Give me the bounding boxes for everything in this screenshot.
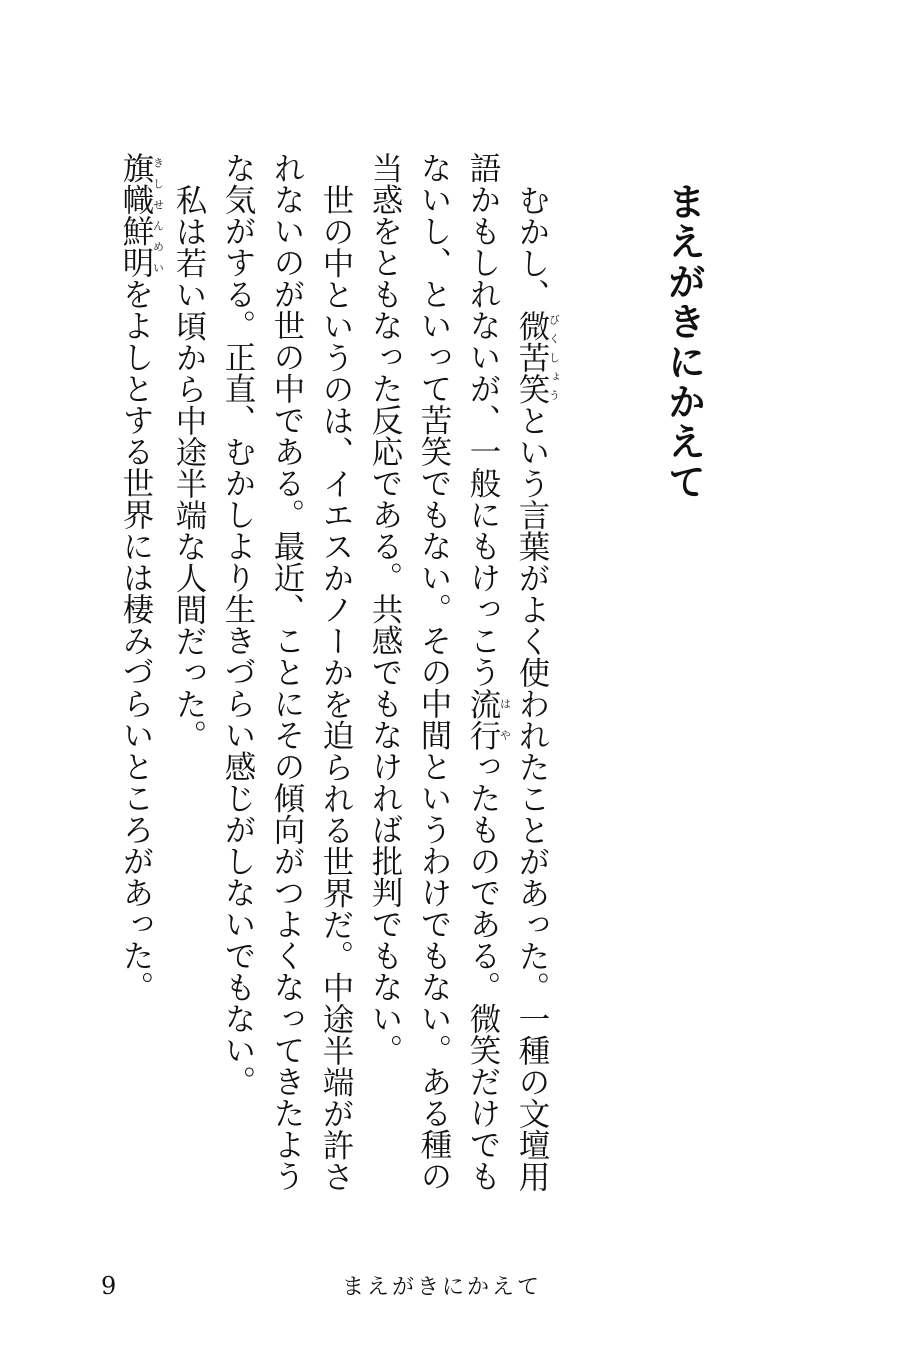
text-run: をよしとする世界には棲みづらいところがあった。 xyxy=(118,278,154,1003)
ruby-base: 微苦笑 xyxy=(514,309,550,404)
text-run: 世の中というのは、イエスかノーかを迫られる世界だ。中途半端が許されないのが世の中である。最近、ことにその傾向がつよくなってきたような気がする。正直、むかしより生きづらい感じがしないでもない。 xyxy=(220,152,354,1192)
paragraph xyxy=(164,152,213,1222)
ruby-word xyxy=(465,687,512,751)
text-run: という言葉がよく使われたことがあった。一種の文壇用語かもしれないが、一般にもけっこう xyxy=(465,152,550,1192)
body-text xyxy=(111,152,560,1222)
text-run: 私は若い頃から中途半端な人間だった。 xyxy=(171,183,207,751)
page-number: 9 xyxy=(101,1272,117,1300)
ruby-word xyxy=(118,152,165,278)
paragraph xyxy=(111,152,164,1222)
chapter-title: まえがきにかえて xyxy=(661,182,706,502)
ruby-reading: びくしょう xyxy=(547,309,561,404)
ruby-base: 流行 xyxy=(465,687,501,751)
ruby-reading: はや xyxy=(498,687,512,751)
text-run: むかし、 xyxy=(514,183,550,310)
paragraph xyxy=(213,152,360,1222)
ruby-reading: きしせんめい xyxy=(151,152,165,278)
running-title: まえがきにかえて xyxy=(342,1275,543,1300)
ruby-base: 旗幟鮮明 xyxy=(118,152,154,278)
ruby-word xyxy=(514,309,561,405)
paragraph xyxy=(360,152,560,1222)
text-run: ったものである。微笑だけでもないし、といって苦笑でもない。その中間というわけでもない。ある種の当惑をともなった反応である。共感でもなければ批判でもない。 xyxy=(367,152,501,1192)
